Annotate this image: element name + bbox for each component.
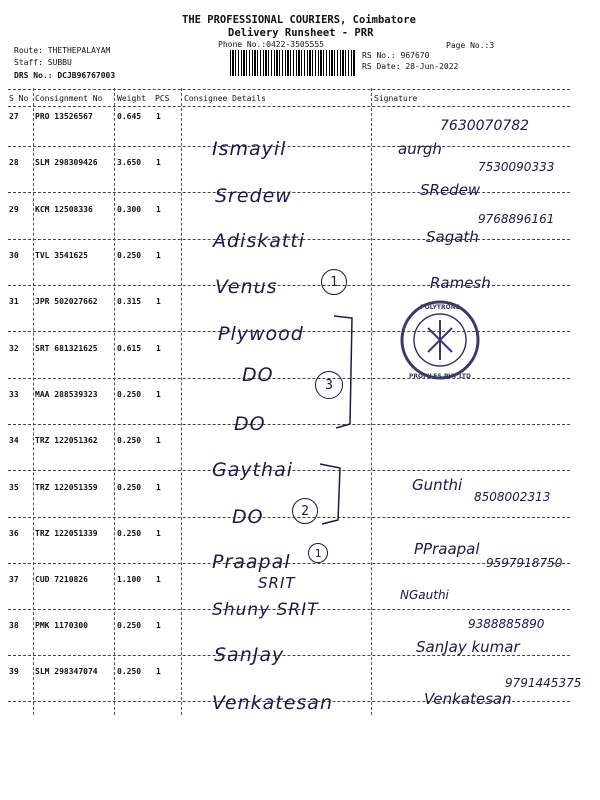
phone-handwritten: 9597918750 xyxy=(486,556,563,570)
cell-consignment: CUD 7210826 xyxy=(35,575,88,584)
cell-pcs: 1 xyxy=(156,390,161,399)
cell-pcs: 1 xyxy=(156,112,161,121)
cell-sno: 35 xyxy=(9,483,19,492)
barcode xyxy=(230,50,356,76)
consignee-handwritten: Venus xyxy=(215,276,278,298)
cell-consignment: SLM 298347074 xyxy=(35,667,98,676)
svg-text:PROFILES PVT LTD: PROFILES PVT LTD xyxy=(409,373,471,380)
cell-weight: 0.250 xyxy=(117,621,142,630)
cell-consignment: TRZ 122051339 xyxy=(35,529,98,538)
cell-pcs: 1 xyxy=(156,529,161,538)
cell-consignment: KCM 12508336 xyxy=(35,205,93,214)
circled-count: 1 xyxy=(308,543,328,563)
cell-pcs: 1 xyxy=(156,344,161,353)
cell-pcs: 1 xyxy=(156,251,161,260)
cell-consignment: SRT 681321625 xyxy=(35,344,98,353)
cell-pcs: 1 xyxy=(156,205,161,214)
cell-sno: 37 xyxy=(9,575,19,584)
cell-consignment: MAA 288539323 xyxy=(35,390,98,399)
cell-weight: 0.615 xyxy=(117,344,142,353)
row-rule xyxy=(8,517,570,518)
signature: SanJay kumar xyxy=(416,638,520,656)
signature: Ramesh xyxy=(430,274,491,292)
table-header-rule xyxy=(8,106,570,107)
cell-sno: 27 xyxy=(9,112,19,121)
bracket-mark xyxy=(330,312,360,432)
cell-weight: 0.315 xyxy=(117,297,142,306)
cell-consignment: SLM 298309426 xyxy=(35,158,98,167)
cell-weight: 0.250 xyxy=(117,436,142,445)
staff: Staff: SUBBU xyxy=(14,58,72,67)
svg-text:POLYTRONE: POLYTRONE xyxy=(420,304,460,311)
cell-pcs: 1 xyxy=(156,297,161,306)
phone-handwritten: 8508002313 xyxy=(474,490,551,504)
company-seal-stamp xyxy=(398,298,482,382)
col-divider xyxy=(114,88,115,715)
cell-weight: 0.250 xyxy=(117,251,142,260)
cell-consignment: PRO 13526567 xyxy=(35,112,93,121)
cell-consignment: TRZ 122051359 xyxy=(35,483,98,492)
consignee-handwritten: Gaythai xyxy=(212,459,294,481)
cell-weight: 0.645 xyxy=(117,112,142,121)
drs-number: DRS No.: DCJB96767003 xyxy=(14,71,116,80)
consignee-handwritten: Shuny SRIT xyxy=(212,600,319,620)
cell-pcs: 1 xyxy=(156,575,161,584)
row-rule xyxy=(8,424,570,425)
consignee-handwritten: DO xyxy=(234,413,266,435)
cell-weight: 0.250 xyxy=(117,390,142,399)
consignee-handwritten: Venkatesan xyxy=(212,692,333,714)
phone-number: Phone No.:0422-3505555 xyxy=(218,40,324,49)
company-title: THE PROFESSIONAL COURIERS, Coimbatore xyxy=(182,14,416,26)
col-consignee: Consignee Details xyxy=(184,94,266,103)
consignee-handwritten: DO xyxy=(232,506,264,528)
circled-count: 1 xyxy=(321,269,347,295)
runsheet-title: Delivery Runsheet - PRR xyxy=(228,27,374,39)
phone-handwritten: 9388885890 xyxy=(468,617,545,631)
col-pcs: PCS xyxy=(155,94,170,103)
cell-sno: 38 xyxy=(9,621,19,630)
cell-weight: 1.100 xyxy=(117,575,142,584)
cell-sno: 39 xyxy=(9,667,19,676)
col-weight: Weight xyxy=(117,94,146,103)
phone-handwritten: 9768896161 xyxy=(478,212,555,226)
table-top-rule xyxy=(8,89,570,90)
col-sno: S No xyxy=(9,94,29,103)
page-number: Page No.:3 xyxy=(446,41,495,50)
consignee-handwritten: Adiskatti xyxy=(213,230,306,252)
circled-count: 2 xyxy=(292,498,318,524)
cell-pcs: 1 xyxy=(156,436,161,445)
cell-pcs: 1 xyxy=(156,158,161,167)
cell-sno: 34 xyxy=(9,436,19,445)
col-divider xyxy=(33,88,34,715)
circled-count: 3 xyxy=(315,371,343,399)
signature: Sagath xyxy=(426,228,479,246)
signature: Gunthi xyxy=(412,476,463,494)
cell-weight: 0.300 xyxy=(117,205,142,214)
consignee-handwritten: Praapal xyxy=(212,551,291,573)
phone-handwritten: 7530090333 xyxy=(478,160,555,174)
signature: NGauthi xyxy=(400,588,449,602)
signature: Venkatesan xyxy=(424,690,512,708)
cell-weight: 3.650 xyxy=(117,158,142,167)
cell-weight: 0.250 xyxy=(117,529,142,538)
route: Route: THETHEPALAYAM xyxy=(14,46,111,55)
col-signature: Signature xyxy=(374,94,418,103)
consignee-handwritten: SRIT xyxy=(258,574,296,592)
cell-sno: 36 xyxy=(9,529,19,538)
cell-consignment: TVL 3541625 xyxy=(35,251,88,260)
cell-sno: 32 xyxy=(9,344,19,353)
cell-pcs: 1 xyxy=(156,483,161,492)
phone-handwritten: 9791445375 xyxy=(505,676,582,690)
consignee-handwritten: Plywood xyxy=(218,323,304,345)
col-divider xyxy=(371,88,372,715)
signature: aurgh xyxy=(398,140,442,158)
cell-consignment: TRZ 122051362 xyxy=(35,436,98,445)
phone-handwritten: 7630070782 xyxy=(440,118,530,134)
row-rule xyxy=(8,378,570,379)
cell-weight: 0.250 xyxy=(117,667,142,676)
consignee-handwritten: DO xyxy=(242,364,274,386)
row-rule xyxy=(8,146,570,147)
signature: PPraapal xyxy=(414,540,480,558)
bracket-mark xyxy=(318,460,348,530)
cell-sno: 31 xyxy=(9,297,19,306)
cell-pcs: 1 xyxy=(156,667,161,676)
cell-sno: 28 xyxy=(9,158,19,167)
cell-pcs: 1 xyxy=(156,621,161,630)
rs-number: RS No.: 967670 xyxy=(362,51,430,60)
signature: SRedew xyxy=(420,181,481,199)
consignee-handwritten: Sredew xyxy=(215,185,292,207)
cell-sno: 30 xyxy=(9,251,19,260)
rs-date: RS Date: 28-Jun-2022 xyxy=(362,62,459,71)
col-divider xyxy=(181,88,182,715)
cell-consignment: JPR 502027662 xyxy=(35,297,98,306)
consignee-handwritten: SanJay xyxy=(214,644,285,666)
cell-sno: 33 xyxy=(9,390,19,399)
cell-consignment: PMK 1170300 xyxy=(35,621,88,630)
cell-weight: 0.250 xyxy=(117,483,142,492)
consignee-handwritten: Ismayil xyxy=(212,138,287,160)
col-consignment: Consignment No xyxy=(35,94,103,103)
cell-sno: 29 xyxy=(9,205,19,214)
